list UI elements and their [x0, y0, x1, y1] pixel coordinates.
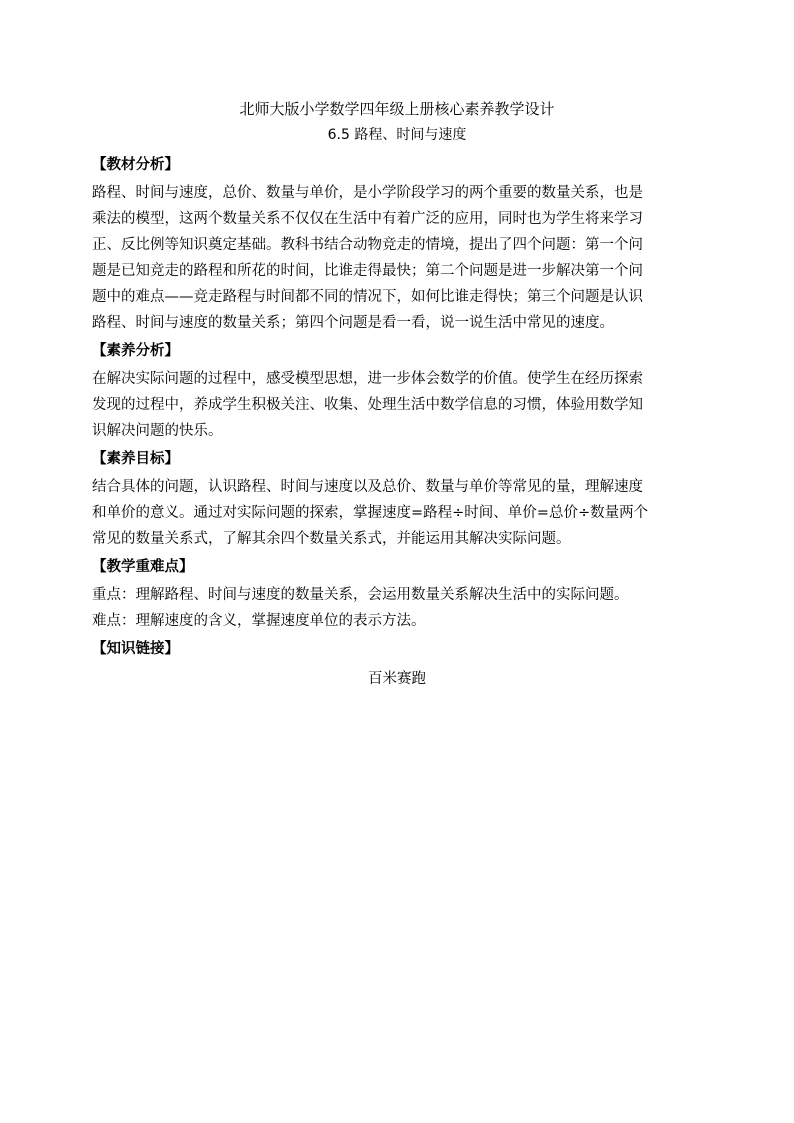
paragraph-line: 正、反比例等知识奠定基础。教科书结合动物竞走的情境，提出了四个问题：第一个问	[92, 237, 643, 253]
paragraph-line: 乘法的模型，这两个数量关系不仅仅在生活中有着广泛的应用，同时也为学生将来学习	[92, 211, 643, 227]
paragraph-line: 题中的难点——竞走路程与时间都不同的情况下，如何比谁走得快；第三个问题是认识	[92, 289, 643, 305]
paragraph-line: 重点：理解路程、时间与速度的数量关系，会运用数量关系解决生活中的实际问题。	[92, 587, 629, 603]
paragraph-line: 路程、时间与速度的数量关系；第四个问题是看一看，说一说生活中常见的速度。	[92, 315, 614, 331]
section-literacy-goals	[92, 446, 702, 552]
section-textbook-analysis	[92, 152, 702, 336]
document-title: 北师大版小学数学四年级上册核心素养教学设计	[239, 100, 555, 118]
section-paragraph	[92, 366, 702, 444]
section-key-difficulties	[92, 554, 702, 634]
paragraph-line: 题是已知竞走的路程和所花的时间，比谁走得最快；第二个问题是进一步解决第一个问	[92, 263, 643, 279]
paragraph-line: 常见的数量关系式，了解其余四个数量关系式，并能运用其解决实际问题。	[92, 531, 571, 547]
section-knowledge-link	[92, 636, 702, 662]
section-heading: 【素养分析】	[92, 343, 179, 359]
paragraph-line: 识解决问题的快乐。	[92, 423, 223, 439]
paragraph-line: 路程、时间与速度，总价、数量与单价，是小学阶段学习的两个重要的数量关系，也是	[92, 185, 643, 201]
section-paragraph	[92, 474, 702, 552]
paragraph-line: 在解决实际问题的过程中，感受模型思想，进一步体会数学的价值。使学生在经历探索	[92, 371, 643, 387]
section-heading: 【教学重难点】	[92, 559, 194, 575]
section-paragraph	[92, 582, 702, 634]
paragraph-line: 结合具体的问题，认识路程、时间与速度以及总价、数量与单价等常见的量，理解速度	[92, 479, 643, 495]
center-caption: 百米赛跑	[368, 671, 426, 687]
paragraph-line: 和单价的意义。通过对实际问题的探索，掌握速度=路程÷时间、单价=总价÷数量两个	[92, 505, 649, 521]
section-heading: 【素养目标】	[92, 451, 179, 467]
paragraph-line: 难点：理解速度的含义，掌握速度单位的表示方法。	[92, 613, 426, 629]
document-subtitle: 6.5 路程、时间与速度	[327, 127, 467, 143]
section-heading: 【知识链接】	[92, 641, 179, 657]
document-page	[92, 96, 702, 692]
section-paragraph	[92, 180, 702, 336]
section-heading: 【教材分析】	[92, 157, 179, 173]
paragraph-line: 发现的过程中，养成学生积极关注、收集、处理生活中数学信息的习惯，体验用数学知	[92, 397, 643, 413]
section-literacy-analysis	[92, 338, 702, 444]
